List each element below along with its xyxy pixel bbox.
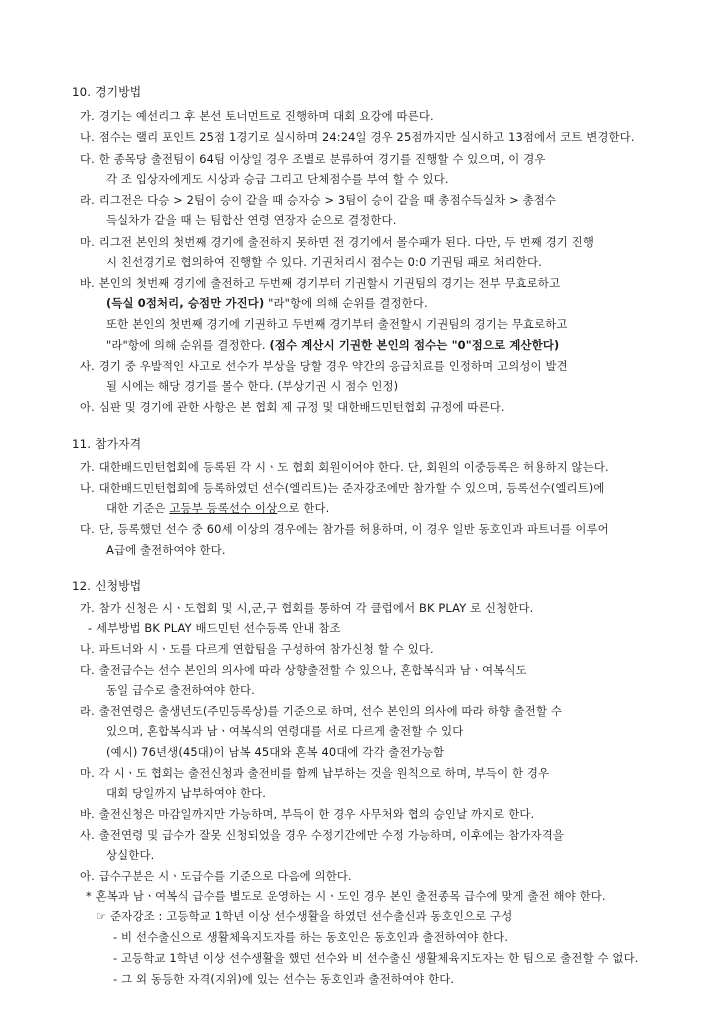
s10-item-ma-2: 시 친선경기로 협의하여 진행할 수 있다. 기권처리시 점수는 0:0 기권팀 패로 처리한다.	[106, 255, 542, 269]
section-10-title: 10. 경기방법	[72, 85, 142, 99]
s10-item-na: 나. 점수는 랠리 포인트 25점 1경기로 실시하며 24:24일 경우 25점까지만 실시하고 13점에서 코트 변경한다.	[80, 130, 635, 144]
s10-item-da-2: 각 조 입상자에게도 시상과 승급 그리고 단체점수를 부여 할 수 있다.	[106, 172, 449, 186]
s10-item-sa-2: 될 시에는 해당 경기를 몰수 한다. (부상기권 시 점수 인정)	[106, 379, 399, 393]
s10-item-ra-2: 득실차가 같을 때 는 팀합산 연령 연장자 순으로 결정한다.	[106, 213, 397, 227]
s11-na2-underlined: 고등부 등록선수 이상	[169, 501, 278, 515]
s12-dash-item-2: - 고등학교 1학년 이상 선수생활을 했던 선수와 비 선수출신 생활체육지도자는 한 팀으로 출전할 수 없다.	[113, 951, 639, 965]
s11-item-da-2: A급에 출전하여야 한다.	[106, 543, 226, 557]
s10-item-ba-3: 또한 본인의 첫번째 경기에 기권하고 두번째 경기부터 출전할시 기권팀의 경기는 무효로하고	[106, 317, 568, 331]
s11-item-na-2	[106, 501, 329, 516]
section-12-title: 12. 신청방법	[72, 579, 142, 593]
s11-item-ga: 가. 대한배드민턴협회에 등록된 각 시ㆍ도 협회 회원이어야 한다. 단, 회원의 이중등록은 허용하지 않는다.	[80, 460, 609, 474]
s10-item-ba-4	[106, 338, 559, 353]
s12-item-ma-2: 대회 당일까지 납부하여야 한다.	[106, 786, 267, 800]
s10-item-sa-1: 사. 경기 중 우발적인 사고로 선수가 부상을 당할 경우 약간의 응급치료를 인정하며 고의성이 발견	[80, 359, 568, 373]
s12-item-ra-3: (예시) 76년생(45대)이 남복 45대와 혼복 40대에 각각 출전가능함	[106, 745, 445, 759]
s12-item-na: 나. 파트너와 시ㆍ도를 다르게 연합팀을 구성하여 참가신청 할 수 있다.	[80, 642, 434, 656]
s12-item-da-2: 동일 급수로 출전하여야 한다.	[106, 683, 255, 697]
s10-item-ba-1: 바. 본인의 첫번째 경기에 출전하고 두번째 경기부터 기권할시 기권팀의 경기는 전부 무효로하고	[80, 276, 561, 290]
s10-ba-rest: "라"항에 의해 순위를 결정한다.	[264, 296, 428, 310]
s12-item-ma-1: 마. 각 시ㆍ도 협회는 출전신청과 출전비를 함께 납부하는 것을 원칙으로 하며, 부득이 한 경우	[80, 766, 550, 780]
s12-item-sa-1: 사. 출전연령 및 급수가 잘못 신청되었을 경우 수정기간에만 수정 가능하며, 이후에는 참가자격을	[80, 828, 565, 842]
s11-na2-post: 으로 한다.	[277, 501, 330, 515]
s11-item-da-1: 다. 단, 등록했던 선수 중 60세 이상의 경우에는 참가를 허용하며, 이 경우 일반 동호인과 파트너를 이루어	[80, 522, 609, 536]
s12-item-ra-1: 라. 출전연령은 출생년도(주민등록상)를 기준으로 하며, 선수 본인의 의사에 따라 하향 출전할 수	[80, 704, 563, 718]
s10-item-ga: 가. 경기는 예선리그 후 본선 토너먼트로 진행하며 대회 요강에 따른다.	[80, 109, 434, 123]
s12-item-ra-2: 있으며, 혼합복식과 남ㆍ여복식의 연령대를 서로 다르게 출전할 수 있다	[106, 724, 464, 738]
s10-ba-bold-note: (득실 0점처리, 승점만 가진다)	[106, 296, 265, 310]
s10-ba4-pre: "라"항에 의해 순위를 결정한다.	[106, 338, 270, 352]
s11-item-na-1: 나. 대한배드민턴협회에 등록하였던 선수(엘리트)는 준자강조에만 참가할 수 있으며, 등록선수(엘리트)에	[80, 481, 605, 495]
s12-item-da-1: 다. 출전급수는 선수 본인의 의사에 따라 상향출전할 수 있으나, 혼합복식과 남ㆍ여복식도	[80, 663, 527, 677]
s12-dash-item-3: - 그 외 동등한 자격(지위)에 있는 선수는 동호인과 출전하여야 한다.	[113, 972, 455, 986]
s10-ba4-bold-note: (점수 계산시 기권한 본인의 점수는 "0"점으로 계산한다)	[269, 338, 560, 352]
s11-na2-pre: 대한 기준은	[106, 501, 170, 515]
s12-item-ga: 가. 참가 신청은 시ㆍ도협회 및 시,군,구 협회를 통하여 각 클럽에서 BK PLAY 로 신청한다.	[80, 601, 534, 615]
s10-item-a: 아. 심판 및 경기에 관한 사항은 본 협회 제 규정 및 대한배드민턴협회 규정에 따른다.	[80, 400, 505, 414]
s12-item-a: 아. 급수구분은 시ㆍ도급수를 기준으로 다음에 의한다.	[80, 869, 352, 883]
s10-item-ma-1: 마. 리그전 본인의 첫번째 경기에 출전하지 못하면 전 경기에서 몰수패가 된다. 다만, 두 번째 경기 진행	[80, 235, 595, 249]
s10-item-da-1: 다. 한 종목당 출전팀이 64팀 이상일 경우 조별로 분류하여 경기를 진행할 수 있으며, 이 경우	[80, 152, 546, 166]
s12-pointing-note: ☞ 준자강조 : 고등학교 1학년 이상 선수생활을 하였던 선수출신과 동호인으로 구성	[96, 909, 513, 923]
s10-item-ra-1: 라. 리그전은 다승 > 2팀이 승이 같을 때 승자승 > 3팀이 승이 같을 때 총점수득실차 > 총점수	[80, 193, 557, 207]
s12-star-note: * 혼복과 남ㆍ여복식 급수를 별도로 운영하는 시ㆍ도인 경우 본인 출전종목 급수에 맞게 출전 해야 한다.	[86, 889, 606, 903]
s12-item-ga-sub: - 세부방법 BK PLAY 배드민턴 선수등록 안내 참조	[88, 621, 341, 635]
s10-item-ba-2	[106, 296, 428, 311]
section-11-title: 11. 참가자격	[72, 437, 142, 451]
s12-item-sa-2: 상실한다.	[106, 848, 155, 862]
s12-dash-item-1: - 비 선수출신으로 생활체육지도자를 하는 동호인은 동호인과 출전하여야 한다.	[113, 930, 509, 944]
s12-item-ba: 바. 출전신청은 마감일까지만 가능하며, 부득이 한 경우 사무처와 협의 승인날 까지로 한다.	[80, 807, 535, 821]
